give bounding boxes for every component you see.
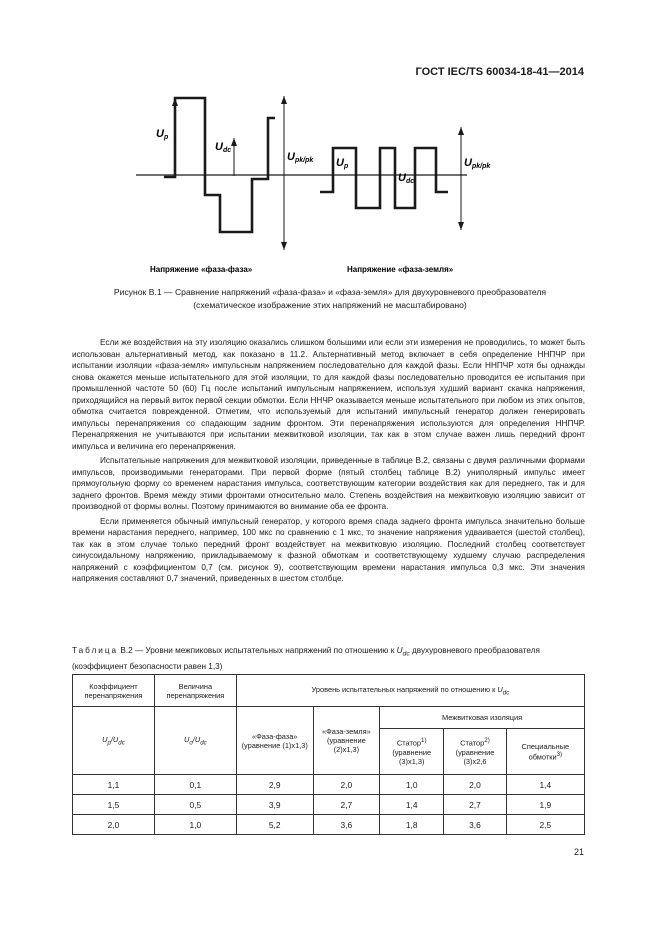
header-overvoltage-value: Величина перенапряжения	[154, 675, 236, 707]
table-row: 1,5 0,5 3,9 2,7 1,4 2,7 1,9	[73, 795, 585, 815]
body-text	[72, 337, 585, 588]
header-phase-ground: «Фаза-земля» (уравнение (2)x1,3)	[313, 707, 380, 775]
phase-ground-label: Напряжение «фаза-земля»	[347, 265, 454, 274]
header-test-level: Уровень испытательных напряжений по отношению к $U_{dc}$	[236, 675, 584, 707]
paragraph: Испытательные напряжения для межвитковой изоляции, приведенные в таблице В.2, связаны с двумя различными формами импульсов, производимыми генераторами. При первой форме (пятый столбец таблице В.2) униполярный импульс имеет прямоугольную форму со временем нарастания импульса, соответствующим категории воздействия как для переднего, так и для заднего фронтов. Время между этими фронтами относительно мало. Степень воздействия на межвитковую изоляцию зависит от производной от формы волны. Поэтому принимаются во внимание оба ее фронта.	[72, 456, 585, 511]
phase-phase-waveform	[164, 98, 275, 232]
page-number: 21	[573, 847, 584, 857]
voltage-comparison-figure	[0, 80, 661, 280]
header-col2-symbol: $U_o/U_{dc}$	[154, 707, 236, 775]
paragraph: Если же воздействия на эту изоляцию оказались слишком большими или если эти измерения не проводились, то может быть использован альтернативный метод, как показано в 11.2. Альтернативный метод включает в себя определение ННПЧР при испытании изоляции «фаза-земля» импульсным напряжением последовательно для каждой фазы. Если ННПЧР хотя бы однажды снова окажется меньше испытательного для этой изоляции, то для каждой фазы последовательно проводится ее испытания при промышленной частоте 50 (60) Гц после испытаний импульсным напряжением, используя худший вариант скачка напряжения, приходящийся на первый виток первой секции обмотки. Если ННЧР оказывается меньше испытательного при любом из этих опытов, обмотка считается поврежденной. Отметим, что используемый для испытаний импульсный генератор должен генерировать импульсы перенапряжения со спадающим задним фронтом. Эти перенапряжения используются для определения ННПЧР. Перенапряжения не учитываются при испытании межвитковой изоляции, так как в этом случае важен лишь передний фронт импульса и величина его перенапряжения.	[72, 338, 585, 451]
header-turn-insulation: Межвитковая изоляция	[380, 707, 585, 729]
standard-header: ГОСТ IEC/TS 60034-18-41—2014	[415, 66, 584, 78]
table-caption: Таблица В.2 — Уровни межпиковых испытательных напряжений по отношению к $U_{dc}$ двухуровневого преобразователя (коэффициент безопасности равен 1,3)	[72, 646, 540, 671]
figure-caption: Рисунок В.1 — Сравнение напряжений «фаза-фаза» и «фаза-земля» для двухуровневого преобразователя (схематическое изображение этих напряжений не масштабировано)	[113, 287, 547, 310]
upkpk-label-left: Upk/pk	[287, 151, 314, 164]
table-row: 1,1 0,1 2,9 2,0 1,0 2,0 1,4	[73, 775, 585, 795]
up-label-right: Up	[336, 157, 349, 170]
udc-label-left: Udc	[215, 141, 232, 154]
header-phase-phase: «Фаза-фаза» (уравнение (1)x1,3)	[236, 707, 313, 775]
upkpk-label-right: Upk/pk	[464, 157, 491, 170]
paragraph: Если применяется обычный импульсный генератор, у которого время спада заднего фронта импульса значительно больше времени нарастания переднего, например, 100 мкс по сравнению с 1 мкс, то значение напряжения удваивается (шестой столбец), так как в этом случае только передний фронт воздействует на межвитковую изоляцию. Последний столбец соответствует синусоидальному напряжению, прикладываемому к фазной обмоткам и соответствующему худшему случаю распределения напряжений с коэффициентом 0,7 (см. рисунок 9), соответствующим времени нарастания импульса 0,3 мкс. Эти значения напряжения составляют 0,7 значений, приведенных в шестом столбце.	[72, 516, 585, 583]
phase-phase-label: Напряжение «фаза-фаза»	[150, 265, 253, 274]
header-col1-symbol: $U_p/U_{dc}$	[73, 707, 155, 775]
udc-label-right: Udc	[398, 172, 415, 185]
up-label-left: Up	[156, 128, 169, 141]
header-special-windings: Специальные обмотки$^{3)}$	[506, 729, 584, 775]
header-overvoltage-factor: Коэффициент перенапряжения	[73, 675, 155, 707]
header-stator2: Статор$^{2)}$ (уравнение (3)x2,6	[444, 729, 506, 775]
table-row: 2,0 1,0 5,2 3,6 1,8 3,6 2,5	[73, 815, 585, 835]
test-voltage-table	[72, 674, 585, 835]
header-stator1: Статор$^{1)}$ (уравнение (3)x1,3)	[380, 729, 444, 775]
